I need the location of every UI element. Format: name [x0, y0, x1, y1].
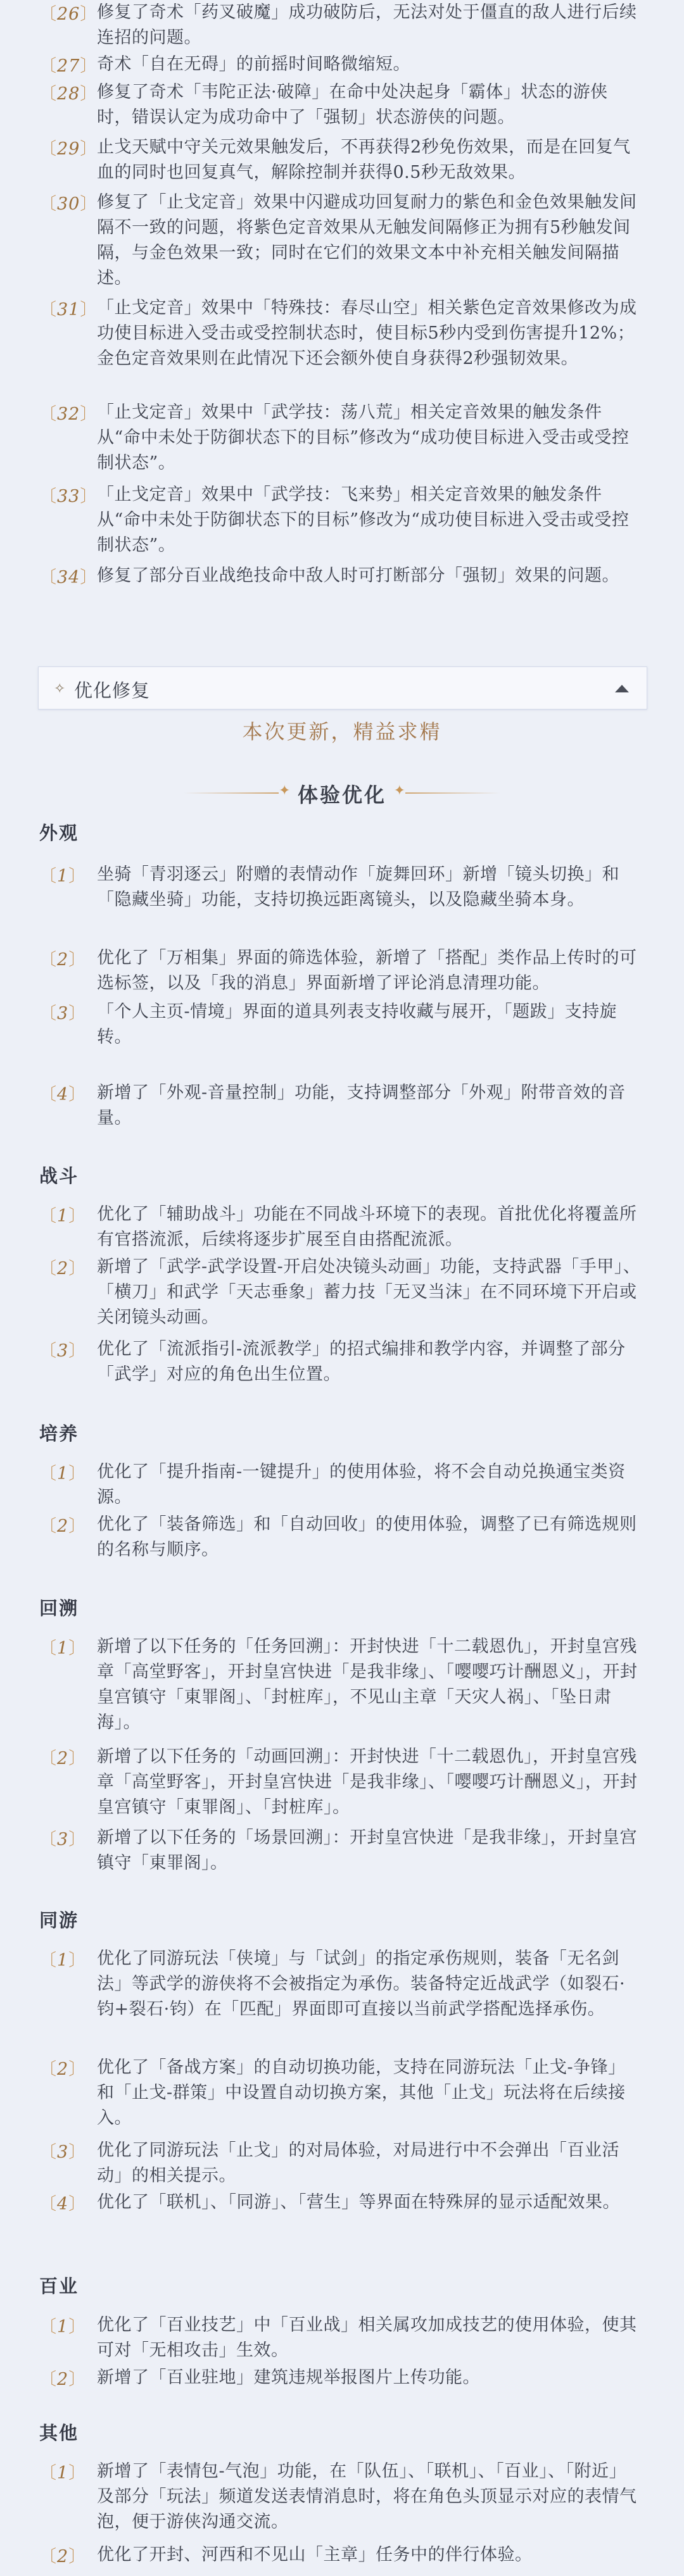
bracket-right: 〕 — [68, 2142, 87, 2162]
bracket-left: 〔 — [39, 1639, 57, 1658]
category-item-text: 新增了以下任务的「场景回溯」：开封皇宫快进「是我非缘」，开封皇宫镇守「東罪阁」。 — [97, 1828, 637, 1873]
bracket-left: 〔 — [39, 2060, 57, 2079]
bracket-right: 〕 — [80, 487, 98, 506]
item-number: 4 — [57, 2194, 69, 2214]
upper-item-text: 奇术「自在无碍」的前摇时间略微缩短。 — [97, 54, 410, 74]
item-number: 2 — [57, 950, 69, 970]
item-number: 2 — [57, 2370, 69, 2389]
bracket-right: 〕 — [80, 139, 98, 159]
upper-item-text: 「止戈定音」效果中「特殊技：春尽山空」相关紫色定音效果修改为成功使目标进入受击或受控制状态时，使目标5秒内受到伤害提升12%；金色定音效果则在此情况下还会额外使自身获得2秒强韧效果。 — [97, 298, 637, 368]
bracket-left: 〔 — [39, 56, 57, 76]
upper-item-text: 修复了奇术「韦陀正法·破障」在命中处决起身「霸体」状态的游侠时，错误认定为成功命中了「强韧」状态游侠的问题。 — [97, 82, 608, 127]
bracket-left: 〔 — [39, 2142, 57, 2162]
category-item-number — [39, 999, 91, 1024]
bracket-right: 〕 — [68, 2463, 87, 2483]
bracket-right: 〕 — [68, 1341, 87, 1361]
section-header-optimization[interactable] — [38, 666, 647, 710]
upper-item-number — [39, 190, 98, 215]
upper-item-text: 修复了部分百业战绝技命中敌人时可打断部分「强韧」效果的问题。 — [97, 566, 619, 585]
category-item-text: 优化了「辅助战斗」功能在不同战斗环境下的表现。首批优化将覆盖所有官搭流派，后续将逐步扩展至自由搭配流派。 — [97, 1204, 637, 1249]
bracket-right: 〕 — [80, 56, 98, 76]
category-item-number — [39, 1254, 91, 1279]
category-item-number — [39, 2459, 91, 2484]
item-number: 33 — [57, 487, 80, 506]
category-item-number — [39, 1825, 91, 1850]
category-item-number — [39, 2190, 91, 2215]
bracket-right: 〕 — [68, 2317, 87, 2337]
category-item-text: 新增了「外观-音量控制」功能，支持调整部分「外观」附带音效的音量。 — [97, 1083, 626, 1128]
category-item-number — [39, 1202, 91, 1227]
category-item-text: 优化了「提升指南-一键提升」的使用体验，将不会自动兑换通宝类资源。 — [97, 1462, 626, 1507]
category-item-text: 优化了「装备筛选」和「自动回收」的使用体验，调整了已有筛选规则的名称与顺序。 — [97, 1515, 637, 1560]
item-number: 3 — [57, 1341, 69, 1361]
category-item-text: 优化了「百业技艺」中「百业战」相关属攻加成技艺的使用体验，使其可对「无相攻击」生效。 — [97, 2315, 637, 2360]
category-title: 百业 — [39, 2275, 79, 2297]
category-item-text: 优化了同游玩法「侠境」与「试剑」的指定承伤规则，装备「无名剑法」等武学的游侠将不会被指定为承伤。装备特定近战武学（如裂石·钧+裂石·钧）在「匹配」界面即可直接以当前武学搭配选择承伤。 — [97, 1949, 626, 2019]
bracket-right: 〕 — [68, 1639, 87, 1658]
bracket-left: 〔 — [39, 2370, 57, 2389]
bracket-right: 〕 — [68, 866, 87, 886]
category-item-text: 坐骑「青羽逐云」附赠的表情动作「旋舞回环」新增「镜头切换」和「隐藏坐骑」功能，支持切换远距离镜头，以及隐藏坐骑本身。 — [97, 865, 619, 910]
category-title: 战斗 — [39, 1165, 79, 1187]
item-number: 32 — [57, 404, 80, 424]
banner-line-right — [405, 792, 500, 794]
bracket-right: 〕 — [80, 194, 98, 214]
upper-item-number — [39, 400, 98, 425]
category-item-number — [39, 1512, 91, 1537]
category-item-number — [39, 2542, 91, 2567]
item-number: 31 — [57, 300, 80, 320]
bracket-left: 〔 — [39, 1259, 57, 1279]
upper-item-text: 「止戈定音」效果中「武学技：荡八荒」相关定音效果的触发条件从“命中未处于防御状态下的目标”修改为“成功使目标进入受击或受控制状态”。 — [97, 403, 630, 473]
upper-item-number — [39, 296, 98, 320]
category-item-text: 优化了「联机」、「同游」、「营生」等界面在特殊屏的显示适配效果。 — [97, 2192, 620, 2212]
item-number: 30 — [57, 194, 80, 214]
bracket-left: 〔 — [39, 1516, 57, 1536]
item-number: 1 — [57, 1464, 69, 1484]
section-title: 优化修复 — [74, 680, 151, 701]
bracket-right: 〕 — [80, 404, 98, 424]
banner-title: 体验优化 — [297, 783, 386, 807]
bracket-left: 〔 — [39, 950, 57, 970]
category-item-text: 优化了同游玩法「止戈」的对局体验，对局进行中不会弹出「百业活动」的相关提示。 — [97, 2141, 619, 2185]
bracket-right: 〕 — [68, 2060, 87, 2079]
bracket-right: 〕 — [80, 84, 98, 104]
bracket-right: 〕 — [68, 2194, 87, 2214]
upper-item-text: 修复了「止戈定音」效果中闪避成功回复耐力的紫色和金色效果触发间隔不一致的问题，将紫色定音效果从无触发间隔修正为拥有5秒触发间隔，与金色效果一致；同时在它们的效果文本中补充相关触发间隔描述。 — [97, 192, 637, 288]
category-item-number — [39, 2055, 91, 2080]
category-item-text: 优化了「流派指引-流派教学」的招式编排和教学内容，并调整了部分「武学」对应的角色出生位置。 — [97, 1339, 626, 1384]
category-item-number — [39, 1460, 91, 1484]
category-item-text: 「个人主页-情境」界面的道具列表支持收藏与展开，「题跋」支持旋转。 — [97, 1002, 618, 1047]
item-number: 34 — [57, 568, 80, 587]
upper-item-text: 止戈天赋中守关元效果触发后，不再获得2秒免伤效果，而是在回复气血的同时也回复真气，解除控制并获得0.5秒无敌效果。 — [97, 137, 631, 182]
category-item-number — [39, 2138, 91, 2163]
bracket-left: 〔 — [39, 2194, 57, 2214]
category-item-number — [39, 1337, 91, 1361]
upper-item-number — [39, 80, 98, 104]
bracket-right: 〕 — [68, 1206, 87, 1226]
collapse-caret-icon[interactable] — [615, 685, 629, 692]
item-number: 3 — [57, 1830, 69, 1849]
item-number: 1 — [57, 2463, 69, 2483]
item-number: 26 — [57, 4, 80, 24]
item-number: 29 — [57, 139, 80, 159]
update-slogan: 本次更新，精益求精 — [242, 720, 442, 744]
item-number: 1 — [57, 2317, 69, 2337]
category-item-text: 新增了「表情包-气泡」功能，在「队伍」、「联机」、「百业」、「附近」及部分「玩法」频道发送表情消息时，将在角色头顶显示对应的表情气泡，便于游侠沟通交流。 — [97, 2461, 637, 2532]
item-number: 2 — [57, 1516, 69, 1536]
category-item-text: 新增了以下任务的「动画回溯」：开封快进「十二载恩仇」，开封皇宫残章「高堂野客」，开封皇宫快进「是我非缘」、「嘤嘤巧计酬恩义」，开封皇宫镇守「東罪阁」、「封桩库」。 — [97, 1747, 638, 1817]
upper-item-text: 「止戈定音」效果中「武学技：飞来势」相关定音效果的触发条件从“命中未处于防御状态下的目标”修改为“成功使目标进入受击或受控制状态”。 — [97, 485, 630, 555]
category-item-text: 新增了「百业驻地」建筑违规举报图片上传功能。 — [97, 2368, 480, 2387]
bracket-left: 〔 — [39, 866, 57, 886]
bracket-left: 〔 — [39, 139, 57, 159]
bracket-right: 〕 — [68, 1830, 87, 1849]
bracket-right: 〕 — [68, 1085, 87, 1104]
category-title: 外观 — [39, 822, 79, 844]
bracket-left: 〔 — [39, 1085, 57, 1104]
upper-item-number — [39, 482, 98, 507]
category-item-number — [39, 1634, 91, 1659]
bracket-right: 〕 — [80, 568, 98, 587]
bracket-left: 〔 — [39, 1004, 57, 1023]
bracket-left: 〔 — [39, 1830, 57, 1849]
bracket-left: 〔 — [39, 84, 57, 104]
bracket-right: 〕 — [68, 2370, 87, 2389]
upper-item-number — [39, 135, 98, 159]
item-number: 1 — [57, 1639, 69, 1658]
category-title: 同游 — [39, 1910, 79, 1931]
upper-item-number — [39, 563, 98, 588]
category-item-number — [39, 1744, 91, 1769]
star-icon: ✦ — [279, 783, 291, 799]
item-number: 3 — [57, 1004, 69, 1023]
category-title: 培养 — [39, 1423, 79, 1444]
star-icon: ✦ — [393, 783, 405, 799]
item-number: 27 — [57, 56, 80, 76]
bracket-left: 〔 — [39, 300, 57, 320]
category-item-text: 优化了「备战方案」的自动切换功能，支持在同游玩法「止戈-争锋」和「止戈-群策」中设置自动切换方案，其他「止戈」玩法将在后续接入。 — [97, 2058, 626, 2128]
bracket-right: 〕 — [68, 950, 87, 970]
category-item-number — [39, 862, 91, 887]
item-number: 2 — [57, 1259, 69, 1279]
bracket-left: 〔 — [39, 1951, 57, 1970]
bracket-left: 〔 — [39, 2547, 57, 2567]
item-number: 1 — [57, 1951, 69, 1970]
item-number: 2 — [57, 1749, 69, 1768]
category-item-number — [39, 946, 91, 970]
category-item-text: 新增了以下任务的「任务回溯」：开封快进「十二载恩仇」，开封皇宫残章「高堂野客」，开封皇宫快进「是我非缘」、「嘤嘤巧计酬恩义」，开封皇宫镇守「東罪阁」、「封桩库」，不见山主章「天灾人祸」、「坠日肃海」。 — [97, 1637, 638, 1732]
category-item-number — [39, 2365, 91, 2390]
bracket-left: 〔 — [39, 1749, 57, 1768]
bracket-left: 〔 — [39, 568, 57, 587]
bracket-right: 〕 — [68, 1516, 87, 1536]
bracket-left: 〔 — [39, 1464, 57, 1484]
bracket-left: 〔 — [39, 404, 57, 424]
bracket-left: 〔 — [39, 2317, 57, 2337]
bracket-right: 〕 — [68, 1951, 87, 1970]
bracket-right: 〕 — [68, 2547, 87, 2567]
item-number: 3 — [57, 2142, 69, 2162]
bracket-left: 〔 — [39, 1206, 57, 1226]
item-number: 1 — [57, 1206, 69, 1226]
category-item-number — [39, 2313, 91, 2337]
item-number: 2 — [57, 2060, 69, 2079]
category-title: 其他 — [39, 2422, 79, 2444]
upper-item-number — [39, 52, 98, 77]
item-number: 1 — [57, 866, 69, 886]
item-number: 4 — [57, 1085, 69, 1104]
bracket-right: 〕 — [80, 300, 98, 320]
item-number: 2 — [57, 2547, 69, 2567]
bracket-right: 〕 — [68, 1749, 87, 1768]
bracket-left: 〔 — [39, 4, 57, 24]
category-item-text: 优化了开封、河西和不见山「主章」任务中的伴行体验。 — [97, 2545, 533, 2565]
bracket-right: 〕 — [68, 1259, 87, 1279]
category-item-number — [39, 1946, 91, 1971]
bracket-right: 〕 — [68, 1464, 87, 1484]
category-item-number — [39, 1080, 91, 1105]
experience-banner — [184, 777, 500, 808]
bracket-left: 〔 — [39, 487, 57, 506]
category-title: 回溯 — [39, 1597, 79, 1619]
category-item-text: 优化了「万相集」界面的筛选体验，新增了「搭配」类作品上传时的可选标签，以及「我的消息」界面新增了评论消息清理功能。 — [97, 948, 637, 993]
bracket-right: 〕 — [80, 4, 98, 24]
bracket-left: 〔 — [39, 2463, 57, 2483]
diamond-icon: ✧ — [54, 681, 66, 697]
bracket-right: 〕 — [68, 1004, 87, 1023]
bracket-left: 〔 — [39, 1341, 57, 1361]
upper-item-text: 修复了奇术「药叉破魔」成功破防后，无法对处于僵直的敌人进行后续连招的问题。 — [97, 3, 637, 47]
bracket-left: 〔 — [39, 194, 57, 214]
category-item-text: 新增了「武学-武学设置-开启处决镜头动画」功能，支持武器「手甲」、「横刀」和武学「天志垂象」蓄力技「无叉当沫」在不同环境下开启或关闭镜头动画。 — [97, 1257, 641, 1327]
item-number: 28 — [57, 84, 80, 104]
upper-item-number — [39, 0, 98, 25]
